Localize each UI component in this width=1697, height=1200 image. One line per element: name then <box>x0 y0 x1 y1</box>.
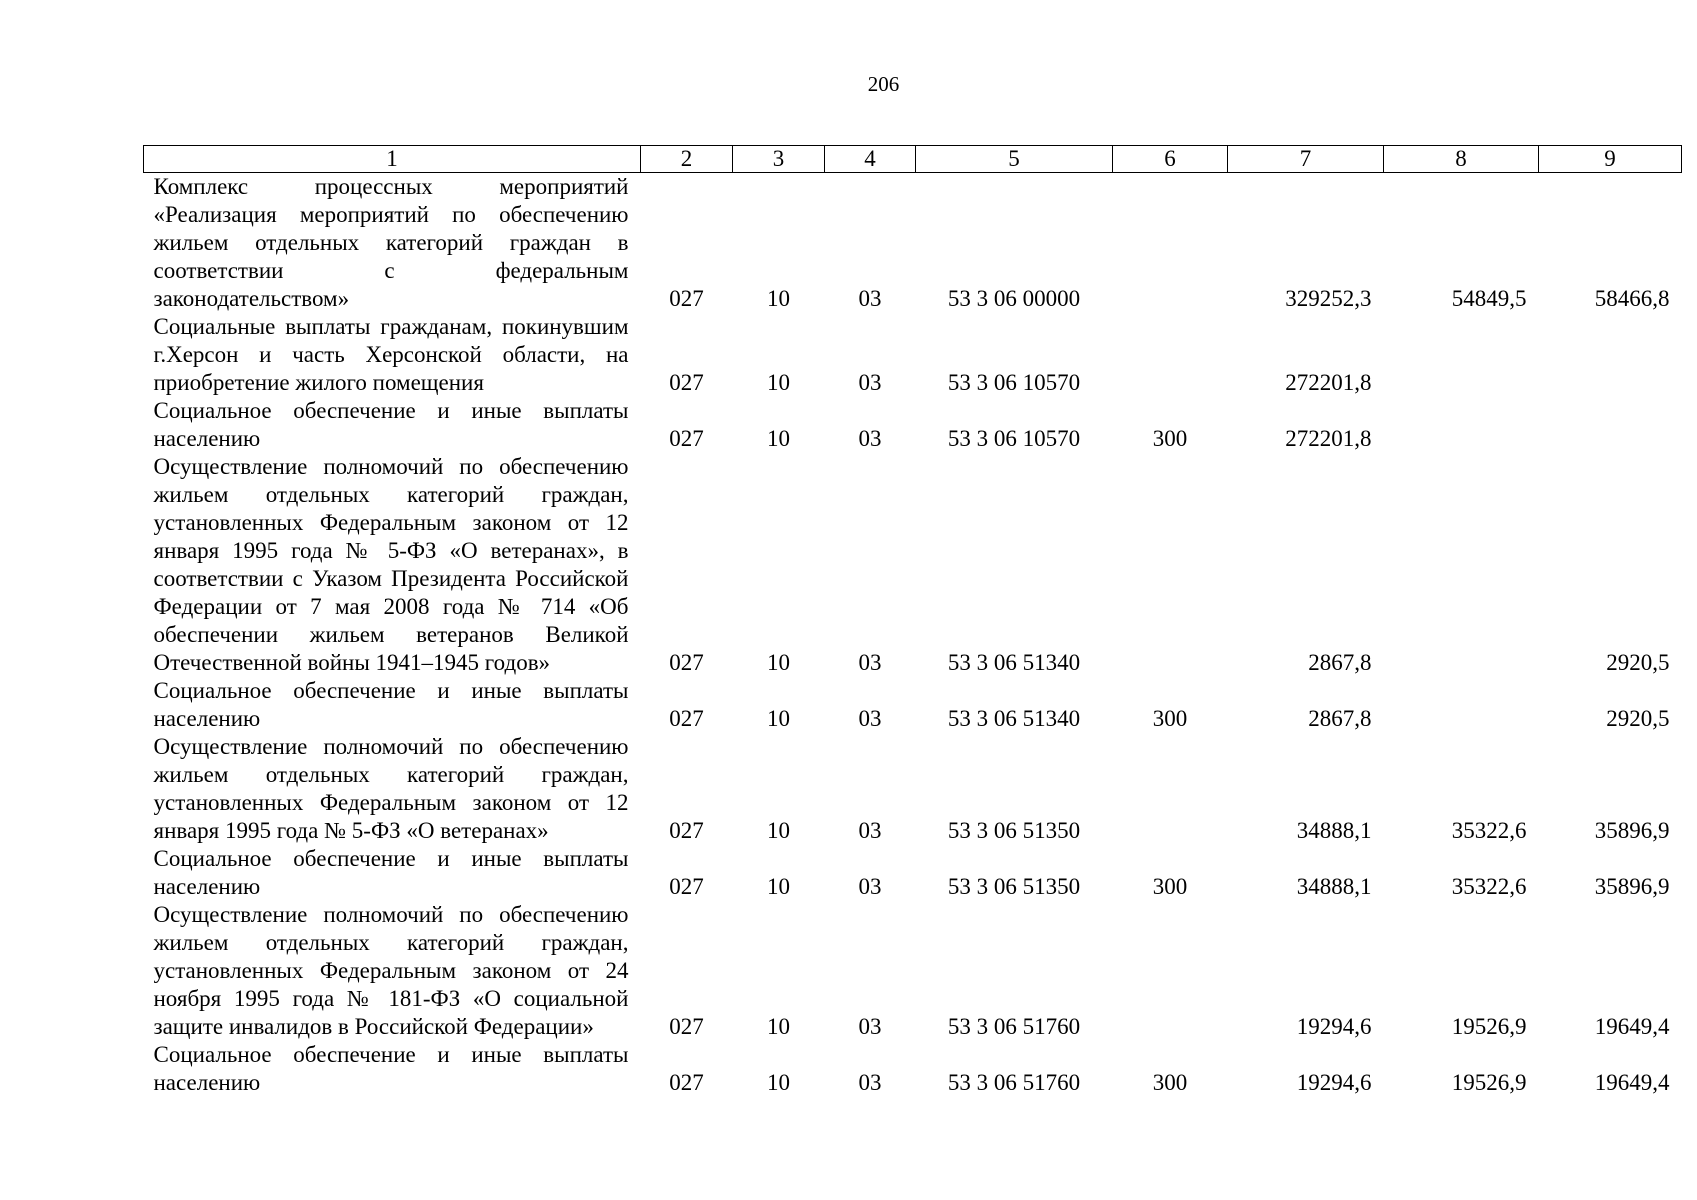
row-name: Осуществление полномочий по обеспечению жильем отдельных категорий граждан, установленных Федеральным законом от 12 января 1995 года № 5-ФЗ «О ветеранах», в соответствии с Указом Президента Российской Федерации от 7 мая 2008 года № 714 «Об обеспечении жильем ветеранов Великой Отечественной войны 1941–1945 годов» <box>153 454 629 675</box>
row-expense-type: 300 <box>1152 874 1188 899</box>
table-row <box>144 901 1682 1041</box>
row-target-article: 53 3 06 10570 <box>947 426 1081 451</box>
row-amount-col7: 272201,8 <box>1285 426 1372 451</box>
header-cell-8: 8 <box>1384 146 1539 173</box>
header-cell-4: 4 <box>825 146 916 173</box>
row-ministry-code: 027 <box>669 818 704 843</box>
row-amount-col9: 19649,4 <box>1594 1014 1670 1039</box>
row-amount-col9 <box>1539 313 1682 397</box>
header-cell-9: 9 <box>1539 146 1682 173</box>
row-ministry-code: 027 <box>669 650 704 675</box>
table-row <box>144 1041 1682 1097</box>
row-section: 10 <box>767 650 790 675</box>
row-expense-type: 300 <box>1152 426 1188 451</box>
row-subsection: 03 <box>858 370 882 395</box>
row-ministry-code: 027 <box>669 426 704 451</box>
header-cell-3: 3 <box>733 146 825 173</box>
header-cell-5: 5 <box>916 146 1113 173</box>
row-expense-type <box>1113 901 1228 1041</box>
row-amount-col7: 19294,6 <box>1296 1070 1372 1095</box>
row-ministry-code: 027 <box>669 706 704 731</box>
row-amount-col8 <box>1384 453 1539 677</box>
row-section: 10 <box>767 1070 790 1095</box>
row-expense-type <box>1113 313 1228 397</box>
row-subsection: 03 <box>858 818 882 843</box>
row-amount-col9: 2920,5 <box>1606 706 1670 731</box>
table-row <box>144 845 1682 901</box>
row-name: Социальное обеспечение и иные выплаты населению <box>153 846 629 899</box>
row-target-article: 53 3 06 51760 <box>947 1070 1081 1095</box>
row-amount-col8: 35322,6 <box>1451 818 1527 843</box>
row-amount-col9: 2920,5 <box>1606 650 1670 675</box>
header-cell-1: 1 <box>144 146 641 173</box>
row-subsection: 03 <box>858 874 882 899</box>
row-ministry-code: 027 <box>669 874 704 899</box>
row-name: Социальное обеспечение и иные выплаты населению <box>153 678 629 731</box>
row-section: 10 <box>767 706 790 731</box>
table-row <box>144 453 1682 677</box>
table-row <box>144 677 1682 733</box>
row-section: 10 <box>767 370 790 395</box>
row-name: Осуществление полномочий по обеспечению жильем отдельных категорий граждан, установленных Федеральным законом от 12 января 1995 года № 5-ФЗ «О ветеранах» <box>153 734 629 843</box>
row-section: 10 <box>767 1014 790 1039</box>
row-amount-col7: 34888,1 <box>1296 874 1372 899</box>
row-amount-col9 <box>1539 397 1682 453</box>
row-expense-type: 300 <box>1152 1070 1188 1095</box>
row-target-article: 53 3 06 00000 <box>947 286 1081 311</box>
row-ministry-code: 027 <box>669 286 704 311</box>
row-name: Осуществление полномочий по обеспечению жильем отдельных категорий граждан, установленных Федеральным законом от 24 ноября 1995 года № 181-ФЗ «О социальной защите инвалидов в Российской Федерации» <box>153 902 629 1039</box>
row-name: Социальное обеспечение и иные выплаты населению <box>153 398 629 451</box>
row-subsection: 03 <box>858 286 882 311</box>
table-row <box>144 397 1682 453</box>
row-target-article: 53 3 06 10570 <box>947 370 1081 395</box>
row-amount-col8: 35322,6 <box>1451 874 1527 899</box>
table-row <box>144 733 1682 845</box>
row-amount-col9: 19649,4 <box>1594 1070 1670 1095</box>
row-amount-col8: 19526,9 <box>1451 1070 1527 1095</box>
row-target-article: 53 3 06 51340 <box>947 706 1081 731</box>
row-expense-type <box>1113 733 1228 845</box>
table-body <box>144 173 1682 1098</box>
row-amount-col7: 329252,3 <box>1285 286 1372 311</box>
row-name: Социальные выплаты гражданам, покинувшим г.Херсон и часть Херсонской области, на приобретение жилого помещения <box>153 314 629 395</box>
header-cell-7: 7 <box>1228 146 1384 173</box>
row-amount-col8 <box>1384 397 1539 453</box>
row-expense-type: 300 <box>1152 706 1188 731</box>
table-row <box>144 173 1682 314</box>
row-amount-col9: 35896,9 <box>1594 874 1670 899</box>
row-subsection: 03 <box>858 1070 882 1095</box>
row-amount-col8: 54849,5 <box>1451 286 1527 311</box>
row-amount-col9: 58466,8 <box>1594 286 1670 311</box>
header-cell-6: 6 <box>1113 146 1228 173</box>
row-amount-col8: 19526,9 <box>1451 1014 1527 1039</box>
row-ministry-code: 027 <box>669 1070 704 1095</box>
row-amount-col8 <box>1384 677 1539 733</box>
row-ministry-code: 027 <box>669 370 704 395</box>
budget-table <box>143 145 1682 1097</box>
row-target-article: 53 3 06 51350 <box>947 818 1081 843</box>
row-section: 10 <box>767 818 790 843</box>
row-amount-col8 <box>1384 313 1539 397</box>
table-row <box>144 313 1682 397</box>
row-target-article: 53 3 06 51350 <box>947 874 1081 899</box>
page-number: 206 <box>867 72 900 96</box>
row-amount-col7: 19294,6 <box>1296 1014 1372 1039</box>
row-expense-type <box>1113 173 1228 314</box>
row-target-article: 53 3 06 51340 <box>947 650 1081 675</box>
row-name: Комплекс процессных мероприятий «Реализация мероприятий по обеспечению жильем отдельных категорий граждан в соответствии с федеральным законодательством» <box>153 174 629 311</box>
table-header <box>144 146 1682 173</box>
row-subsection: 03 <box>858 426 882 451</box>
row-section: 10 <box>767 426 790 451</box>
row-amount-col7: 34888,1 <box>1296 818 1372 843</box>
row-amount-col7: 2867,8 <box>1308 706 1372 731</box>
header-cell-2: 2 <box>641 146 733 173</box>
row-subsection: 03 <box>858 706 882 731</box>
row-expense-type <box>1113 453 1228 677</box>
row-name: Социальное обеспечение и иные выплаты населению <box>153 1042 629 1095</box>
row-amount-col7: 2867,8 <box>1308 650 1372 675</box>
row-subsection: 03 <box>858 1014 882 1039</box>
row-amount-col7: 272201,8 <box>1285 370 1372 395</box>
row-ministry-code: 027 <box>669 1014 704 1039</box>
row-section: 10 <box>767 874 790 899</box>
row-subsection: 03 <box>858 650 882 675</box>
row-target-article: 53 3 06 51760 <box>947 1014 1081 1039</box>
row-section: 10 <box>767 286 790 311</box>
row-amount-col9: 35896,9 <box>1594 818 1670 843</box>
